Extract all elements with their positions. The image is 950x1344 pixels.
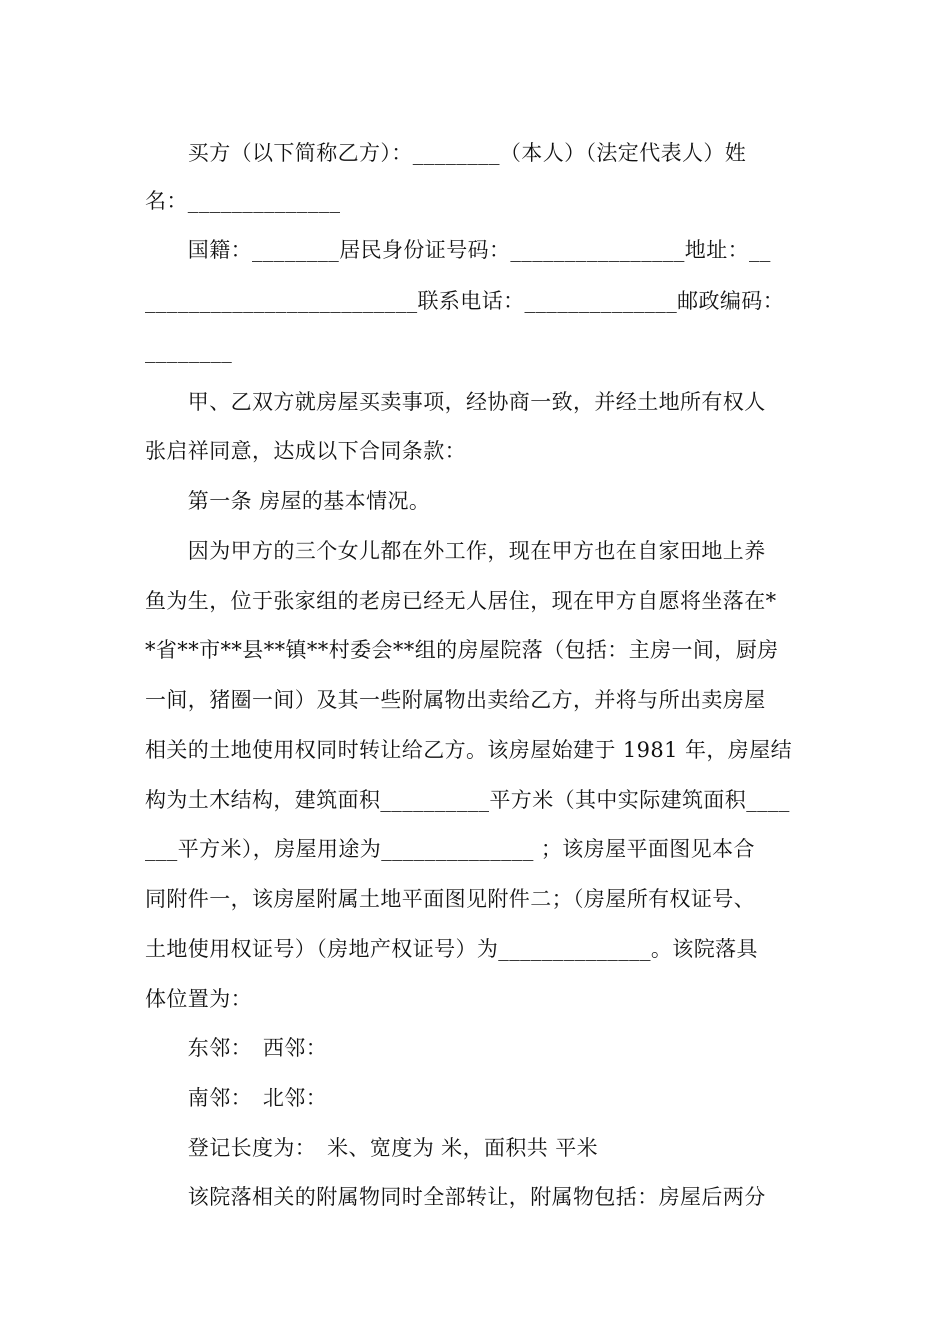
- text-line: 南邻： 北邻：: [145, 1086, 328, 1110]
- text-line: 鱼为生，位于张家组的老房已经无人居住，现在甲方自愿将坐落在*: [145, 589, 777, 613]
- text-line: 同附件一，该房屋附属土地平面图见附件二；（房屋所有权证号、: [145, 887, 756, 911]
- text-line: 土地使用权证号）（房地产权证号）为______________。该院落具: [145, 937, 758, 961]
- text-line: 一间，猪圈一间）及其一些附属物出卖给乙方，并将与所出卖房屋: [145, 688, 766, 712]
- text-line: 国籍：________居民身份证号码：________________地址：__: [145, 238, 771, 262]
- text-line: 张启祥同意，达成以下合同条款：: [145, 439, 466, 463]
- text-line: ________: [145, 339, 233, 363]
- text-line: 该院落相关的附属物同时全部转让，附属物包括：房屋后两分: [145, 1185, 766, 1209]
- text-line: 体位置为：: [145, 987, 252, 1011]
- text-line: 甲、乙双方就房屋买卖事项，经协商一致，并经土地所有权人: [145, 390, 766, 414]
- text-line: _________________________联系电话：______________邮政编码：: [145, 289, 785, 313]
- text-line: 相关的土地使用权同时转让给乙方。该房屋始建于 1981 年，房屋结: [145, 738, 792, 762]
- text-line: 构为土木结构，建筑面积__________平方米（其中实际建筑面积____: [145, 788, 790, 812]
- text-line: 东邻： 西邻：: [145, 1036, 328, 1060]
- section-heading: 第一条 房屋的基本情况。: [145, 489, 431, 513]
- text-line: *省**市**县**镇**村委会**组的房屋院落（包括：主房一间，厨房: [145, 638, 779, 662]
- text-line: ___平方米），房屋用途为______________ ；该房屋平面图见本合: [145, 837, 755, 861]
- text-line: 登记长度为： 米、宽度为 米，面积共 平米: [145, 1136, 599, 1160]
- text-line: 名：______________: [145, 189, 341, 213]
- text-line: 因为甲方的三个女儿都在外工作，现在甲方也在自家田地上养: [145, 539, 766, 563]
- text-line: 买方（以下简称乙方）：________（本人）（法定代表人）姓: [145, 141, 747, 165]
